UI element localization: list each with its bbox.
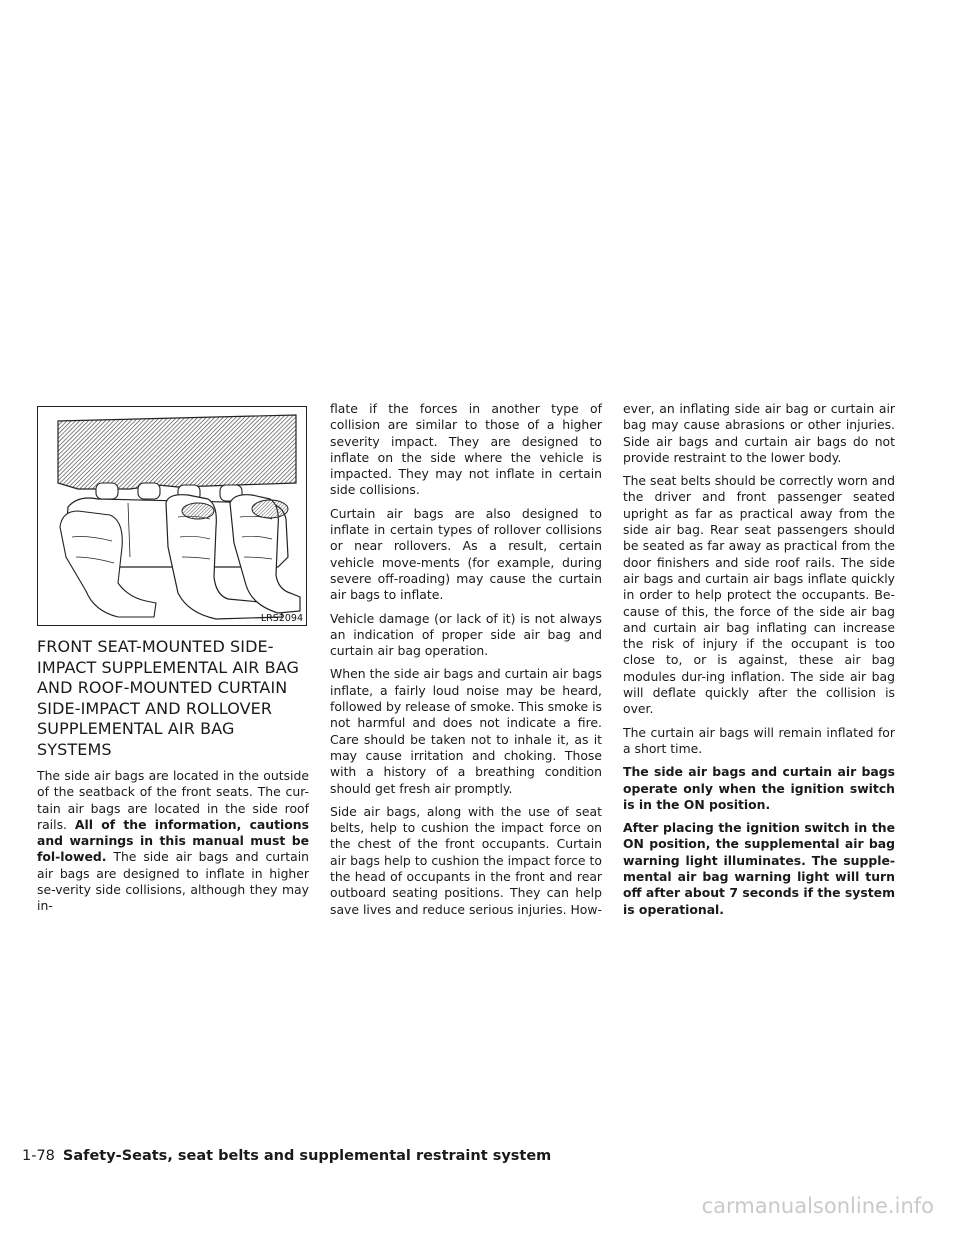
text-run: The side air bags and curtain air bags are designed to inflate in higher se-verity side collisions, although they may in- bbox=[37, 849, 309, 914]
paragraph bbox=[623, 764, 895, 813]
paragraph bbox=[623, 820, 895, 918]
text-run: The side air bags are located in the outside of the seatback of the front seats. The cur-tain air bags are located in the side roof rails. bbox=[37, 768, 309, 832]
column-3 bbox=[623, 401, 895, 925]
bold-text-run: All of the information, cautions and warnings in this manual must be fol-lowed. bbox=[37, 816, 309, 865]
paragraph: Curtain air bags are also designed to inflate in certain types of rollover collisions or near rollovers. As a result, certain vehicle move-ments (for example, during severe off-roading) may cause the curtain air bags to inflate. bbox=[330, 505, 602, 603]
seats-airbag-drawing bbox=[38, 407, 306, 625]
paragraph bbox=[37, 768, 309, 915]
side-airbag-left bbox=[182, 503, 214, 519]
figure-code: LRS2094 bbox=[260, 613, 303, 624]
page-number: 1-78 bbox=[22, 1148, 55, 1164]
curtain-airbag-shape bbox=[58, 415, 296, 489]
bold-text-run: After placing the ignition switch in the ON position, the supplemental air bag warning light illuminates. The supple-mental air bag warning light will turn off after about 7 seconds if the system is operational. bbox=[623, 820, 895, 917]
bold-text-run: The side air bags and curtain air bags operate only when the ignition switch is in the ON position. bbox=[623, 764, 895, 812]
side-airbag-right bbox=[252, 500, 288, 518]
watermark: carmanualsonline.info bbox=[701, 1194, 934, 1218]
paragraph: ever, an inflating side air bag or curtain air bag may cause abrasions or other injuries. Side air bags and curtain air bags do not provide restraint to the lower body. bbox=[623, 401, 895, 465]
paragraph: When the side air bags and curtain air bags inflate, a fairly loud noise may be heard, followed by release of smoke. This smoke is not harmful and does not indicate a fire. Care should be taken not to inhale it, as it may cause irritation and choking. Those with a history of a breathing condition should get fresh air promptly. bbox=[330, 666, 603, 796]
column-1 bbox=[37, 637, 309, 922]
airbag-illustration bbox=[37, 406, 307, 626]
column-2 bbox=[330, 401, 602, 925]
paragraph: Vehicle damage (or lack of it) is not always an indication of proper side air bag and curtain air bag operation. bbox=[330, 610, 602, 659]
paragraph: The curtain air bags will remain inflated for a short time. bbox=[623, 724, 895, 756]
page-footer bbox=[22, 1148, 551, 1164]
section-heading: FRONT SEAT-MOUNTED SIDE-IMPACT SUPPLEMENTAL AIR BAG AND ROOF-MOUNTED CURTAIN SIDE-IMPACT AND ROLLOVER SUPPLEMENTAL AIR BAG SYSTEMS bbox=[37, 637, 299, 759]
chapter-title: Safety-Seats, seat belts and supplemental restraint system bbox=[62, 1148, 552, 1164]
paragraph: Side air bags, along with the use of seat belts, help to cushion the impact force on the chest of the front occupants. Curtain air bags help to cushion the impact force to the head of occupants in the front and rear outboard seating positions. They can help save lives and reduce serious injuries. How- bbox=[330, 803, 602, 917]
paragraph: flate if the forces in another type of collision are similar to those of a higher severity impact. They are designed to inflate on the side where the vehicle is impacted. They may not inflate in certain side collisions. bbox=[330, 401, 602, 498]
paragraph: The seat belts should be correctly worn and the driver and front passenger seated upright as far as practical away from the side air bag. Rear seat passengers should be seated as far away as practical from the door finishers and side roof rails. The side air bags and curtain air bags inflate quickly in order to help protect the occupants. Be-cause of this, the force of the side air bag and curtain air bag inflating can increase the risk of injury if the occupant is too close to, or is against, these air bag modules dur-ing inflation. The side air bag will deflate quickly after the collision is over. bbox=[623, 473, 895, 717]
